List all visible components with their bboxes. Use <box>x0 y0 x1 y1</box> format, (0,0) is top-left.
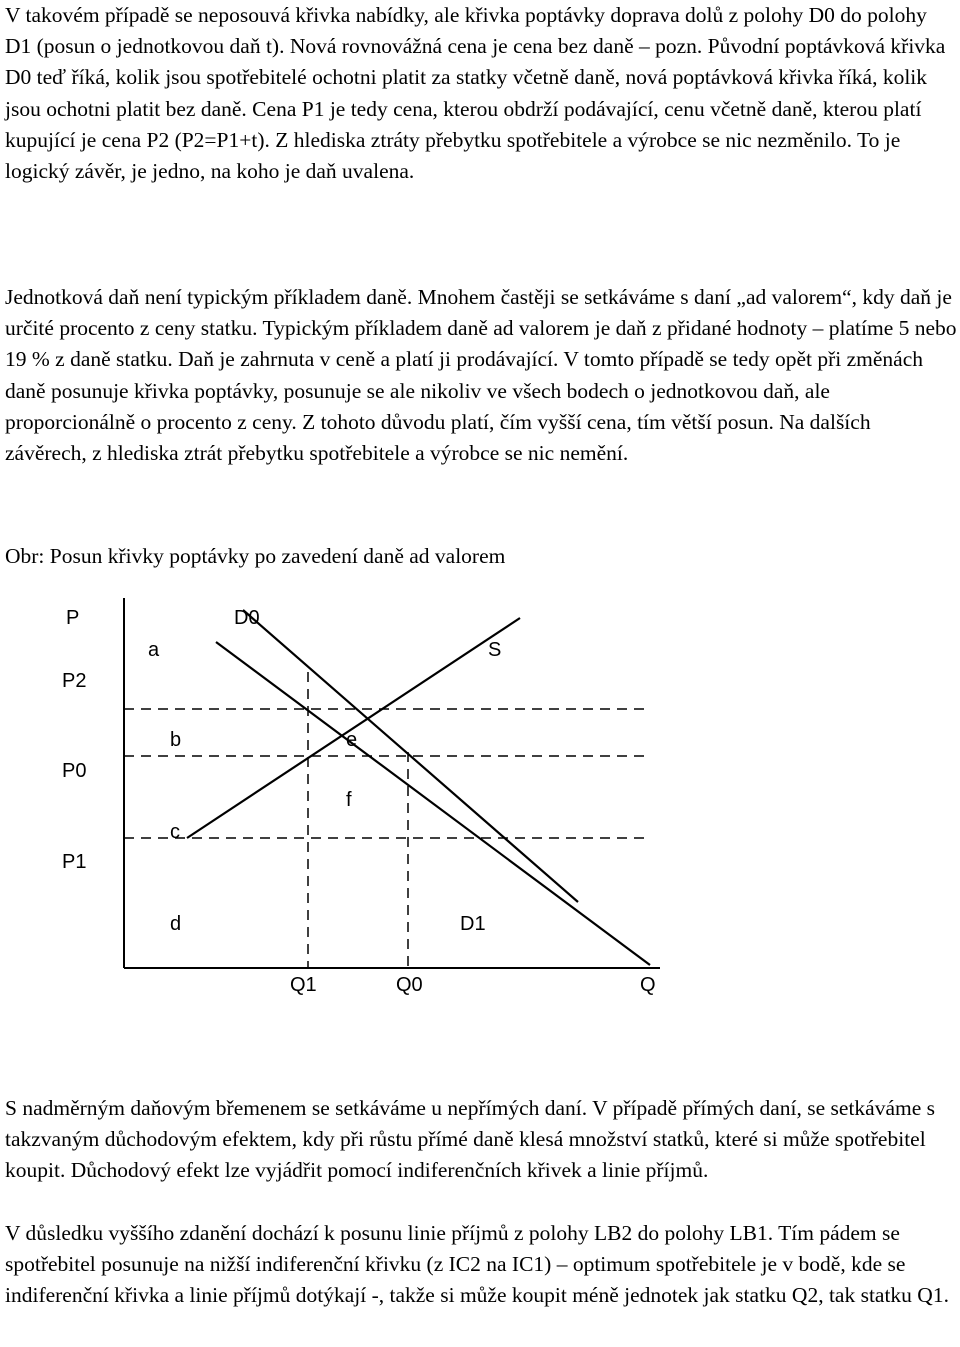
price-axis-label: P <box>66 607 80 629</box>
price-label-p0: P0 <box>62 760 87 782</box>
area-label-b: b <box>170 729 182 751</box>
figure-caption: Obr: Posun křivky poptávky po zavedení daně ad valorem <box>5 544 506 568</box>
paragraph-income-effect: S nadměrným daňovým břemenem se setkáváme u nepřímých daní. V případě přímých daní, se setkáváme s takzvaným důchodovým efektem, kdy při růstu přímé daně klesá množství statků, které si může spotřebitel koupit. Důchodový efekt lze vyjádřit pomocí indiferenčních křivek a linie příjmů. <box>5 1096 936 1183</box>
area-label-f: f <box>346 789 352 811</box>
quantity-axis-label: Q <box>640 974 656 996</box>
price-label-p1: P1 <box>62 851 87 873</box>
curve-label-s: S <box>488 639 502 661</box>
area-label-d: d <box>170 913 182 935</box>
area-label-a: a <box>148 639 160 661</box>
curve-label-d1: D1 <box>460 913 486 935</box>
paragraph-unit-tax: V takovém případě se neposouvá křivka nabídky, ale křivka poptávky doprava dolů z polohy D0 do polohy D1 (posun o jednotkovou daň t). Nová rovnovážná cena je cena bez daně – pozn. Původní poptávková křivka D0 teď říká, kolik jsou spotřebitelé ochotni platit za statky včetně daně, nová poptávková křivka říká, kolik jsou ochotni platit bez daně. Cena P1 je tedy cena, kterou obdrží podávající, cenu včetně daně, kterou platí kupující je cena P2 (P2=P1+t). Z hlediska ztráty přebytku spotřebitele a výrobce se nic nezměnilo. To je logický závěr, je jedno, na koho je daň uvalena. <box>5 3 946 184</box>
demand-curve-d1 <box>216 642 650 965</box>
paragraph-ad-valorem: Jednotková daň není typickým příkladem daně. Mnohem častěji se setkáváme s daní „ad valorem“, kdy daň je určité procento z ceny statku. Typickým příkladem daně ad valorem je daň z přidané hodnoty – platíme 5 nebo 19 % z daně statku. Daň je zahrnuta v ceně a platí ji prodávající. V tomto případě se tedy opět při změnách daně posunuje křivka poptávky, posunuje se ale nikoliv ve všech bodech o jednotkovou daň, ale proporcionálně o procento z ceny. Z tohoto důvodu platí, čím vyšší cena, tím větší posun. Na dalších závěrech, z hlediska ztrát přebytku spotřebitele a výrobce se nic nemění. <box>5 285 957 466</box>
quantity-label-q0: Q0 <box>396 974 423 996</box>
curve-label-d0: D0 <box>234 607 260 629</box>
area-label-c: c <box>170 821 180 843</box>
price-label-p2: P2 <box>62 670 87 692</box>
demand-curve-d0 <box>243 610 578 902</box>
demand-shift-figure <box>0 595 960 1015</box>
area-label-e: e <box>346 729 358 751</box>
paragraph-budget-line-shift: V důsledku vyššího zdanění dochází k posunu linie příjmů z polohy LB2 do polohy LB1. Tím pádem se spotřebitel posunuje na nižší indiferenční křivku (z IC2 na IC1) – optimum spotřebitele je v bodě, kde se indiferenční křivka a linie příjmů dotýkají -, takže si může koupit méně jednotek jak statku Q2, tak statku Q1. <box>5 1221 949 1308</box>
supply-curve-s <box>187 618 520 838</box>
quantity-label-q1: Q1 <box>290 974 317 996</box>
